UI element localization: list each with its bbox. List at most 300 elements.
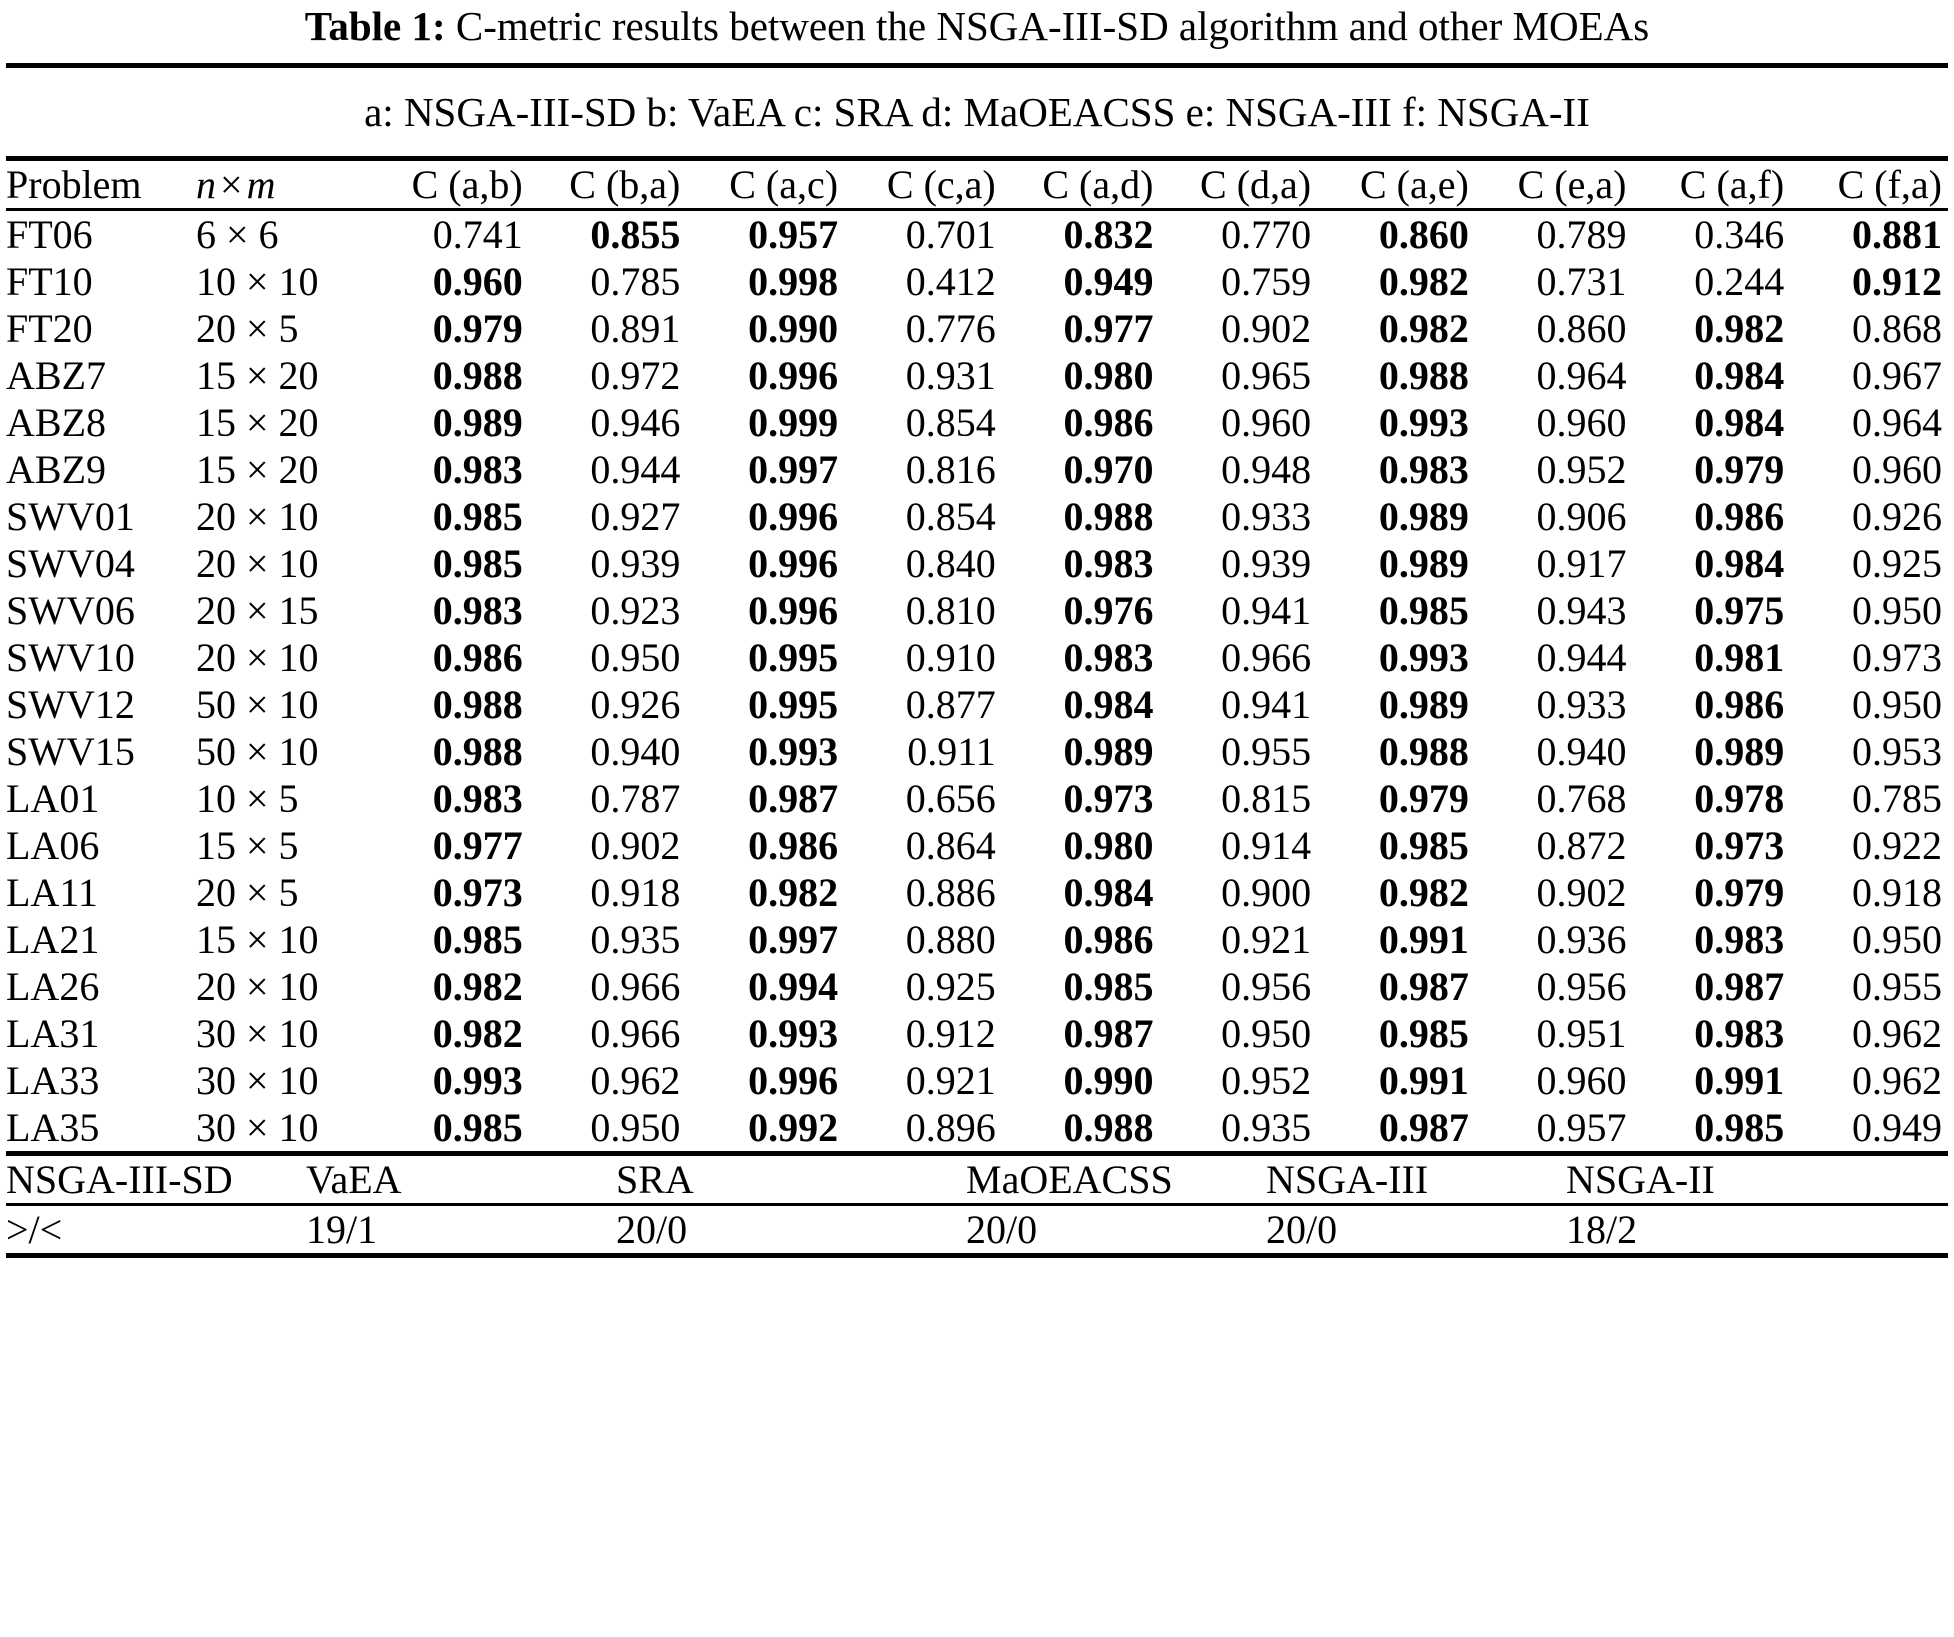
cell-metric-3: 0.880 xyxy=(905,917,996,962)
cell-problem: LA33 xyxy=(6,1058,100,1103)
cell-metric-2: 0.994 xyxy=(748,964,839,1009)
cell-metric-8: 0.978 xyxy=(1694,776,1785,821)
cell-metric-5: 0.921 xyxy=(1221,917,1312,962)
cell-metric-3: 0.776 xyxy=(905,306,996,351)
cell-metric-6: 0.983 xyxy=(1378,447,1469,492)
cell-metric-5: 0.939 xyxy=(1221,541,1312,586)
cell-metric-3: 0.931 xyxy=(905,353,996,398)
cell-metric-2: 0.993 xyxy=(748,1011,839,1056)
cell-metric-2: 0.982 xyxy=(748,870,839,915)
cell-size: 15 × 5 xyxy=(196,823,299,868)
cell-metric-6: 0.988 xyxy=(1378,729,1469,774)
caption-text: C-metric results between the NSGA-III-SD algorithm and other MOEAs xyxy=(455,3,1650,49)
cell-metric-8: 0.987 xyxy=(1694,964,1785,1009)
cell-metric-6: 0.979 xyxy=(1378,776,1469,821)
cell-metric-5: 0.948 xyxy=(1221,447,1312,492)
cell-metric-4: 0.987 xyxy=(1063,1011,1154,1056)
cell-metric-9: 0.953 xyxy=(1852,729,1942,774)
cell-metric-0: 0.983 xyxy=(432,776,523,821)
summary-algorithm-2: MaOEACSS xyxy=(966,1157,1173,1202)
header-metric-5: C (d,a) xyxy=(1200,162,1312,207)
cell-metric-1: 0.902 xyxy=(590,823,681,868)
cell-metric-5: 0.950 xyxy=(1221,1011,1312,1056)
cell-size: 15 × 20 xyxy=(196,353,319,398)
cell-problem: ABZ9 xyxy=(6,447,106,492)
cell-metric-5: 0.965 xyxy=(1221,353,1312,398)
cell-metric-1: 0.966 xyxy=(590,1011,681,1056)
cell-metric-5: 0.966 xyxy=(1221,635,1312,680)
cell-metric-3: 0.921 xyxy=(905,1058,996,1103)
cell-metric-7: 0.731 xyxy=(1536,259,1627,304)
cell-size: 20 × 5 xyxy=(196,870,299,915)
cell-metric-3: 0.854 xyxy=(905,400,996,445)
cell-metric-4: 0.984 xyxy=(1063,682,1154,727)
cell-metric-9: 0.922 xyxy=(1852,823,1942,868)
cell-problem: ABZ7 xyxy=(6,353,106,398)
cell-metric-2: 0.997 xyxy=(748,447,839,492)
column-header-row xyxy=(6,161,1948,208)
cell-metric-4: 0.977 xyxy=(1063,306,1154,351)
cell-metric-1: 0.927 xyxy=(590,494,681,539)
cell-metric-5: 0.914 xyxy=(1221,823,1312,868)
summary-ratio-0: 19/1 xyxy=(306,1207,378,1252)
cell-metric-8: 0.984 xyxy=(1694,541,1785,586)
cell-metric-8: 0.983 xyxy=(1694,917,1785,962)
cell-metric-1: 0.944 xyxy=(590,447,681,492)
cell-metric-6: 0.988 xyxy=(1378,353,1469,398)
cell-metric-1: 0.785 xyxy=(590,259,681,304)
cell-metric-0: 0.983 xyxy=(432,447,523,492)
cell-metric-5: 0.770 xyxy=(1221,212,1312,257)
cell-metric-6: 0.987 xyxy=(1378,1105,1469,1150)
cell-problem: FT10 xyxy=(6,259,93,304)
table-row xyxy=(6,916,1948,963)
cell-problem: LA21 xyxy=(6,917,100,962)
cell-metric-2: 0.996 xyxy=(748,541,839,586)
table-row xyxy=(6,869,1948,916)
summary-ratio-2: 20/0 xyxy=(966,1207,1038,1252)
cell-metric-7: 0.952 xyxy=(1536,447,1627,492)
cell-metric-9: 0.960 xyxy=(1852,447,1942,492)
table-row xyxy=(6,822,1948,869)
cell-metric-2: 0.997 xyxy=(748,917,839,962)
cell-metric-1: 0.962 xyxy=(590,1058,681,1103)
header-size xyxy=(196,161,371,208)
cell-size: 15 × 20 xyxy=(196,447,319,492)
table-row xyxy=(6,493,1948,540)
cell-metric-3: 0.912 xyxy=(905,1011,996,1056)
cell-size: 30 × 10 xyxy=(196,1058,319,1103)
summary-algorithms-table xyxy=(6,1156,1948,1203)
cell-size: 20 × 10 xyxy=(196,541,319,586)
cell-problem: FT20 xyxy=(6,306,93,351)
cell-metric-3: 0.864 xyxy=(905,823,996,868)
cell-metric-0: 0.988 xyxy=(432,353,523,398)
cell-metric-2: 0.987 xyxy=(748,776,839,821)
cell-metric-4: 0.989 xyxy=(1063,729,1154,774)
cell-metric-9: 0.973 xyxy=(1852,635,1942,680)
cell-metric-8: 0.975 xyxy=(1694,588,1785,633)
cell-metric-1: 0.946 xyxy=(590,400,681,445)
cell-metric-7: 0.860 xyxy=(1536,306,1627,351)
cell-metric-7: 0.872 xyxy=(1536,823,1627,868)
cell-metric-3: 0.877 xyxy=(905,682,996,727)
cell-metric-2: 0.995 xyxy=(748,635,839,680)
cell-metric-0: 0.741 xyxy=(432,212,523,257)
cell-metric-5: 0.941 xyxy=(1221,588,1312,633)
cell-metric-9: 0.950 xyxy=(1852,917,1942,962)
table-row xyxy=(6,540,1948,587)
cell-metric-5: 0.955 xyxy=(1221,729,1312,774)
summary-ratio-1: 20/0 xyxy=(616,1207,688,1252)
header-size-times: × xyxy=(220,162,243,207)
cell-size: 6 × 6 xyxy=(196,212,279,257)
cell-metric-4: 0.980 xyxy=(1063,823,1154,868)
cell-metric-3: 0.925 xyxy=(905,964,996,1009)
table-caption xyxy=(6,0,1948,63)
table-row xyxy=(6,587,1948,634)
cell-metric-6: 0.993 xyxy=(1378,400,1469,445)
cell-metric-4: 0.980 xyxy=(1063,353,1154,398)
cell-metric-9: 0.962 xyxy=(1852,1011,1942,1056)
cell-metric-3: 0.910 xyxy=(905,635,996,680)
table-row xyxy=(6,775,1948,822)
cell-metric-2: 0.993 xyxy=(748,729,839,774)
header-metric-3: C (c,a) xyxy=(886,162,996,207)
cell-metric-4: 0.986 xyxy=(1063,400,1154,445)
cell-metric-3: 0.656 xyxy=(905,776,996,821)
cell-problem: LA01 xyxy=(6,776,100,821)
table-row xyxy=(6,211,1948,258)
cell-metric-4: 0.988 xyxy=(1063,1105,1154,1150)
cell-metric-9: 0.949 xyxy=(1852,1105,1942,1150)
cell-metric-2: 0.996 xyxy=(748,1058,839,1103)
cell-metric-1: 0.939 xyxy=(590,541,681,586)
summary-ratio-label: >/< xyxy=(6,1207,63,1252)
cell-metric-7: 0.768 xyxy=(1536,776,1627,821)
cell-metric-2: 0.999 xyxy=(748,400,839,445)
cell-metric-0: 0.985 xyxy=(432,494,523,539)
cell-metric-5: 0.815 xyxy=(1221,776,1312,821)
cell-metric-3: 0.896 xyxy=(905,1105,996,1150)
cell-size: 10 × 5 xyxy=(196,776,299,821)
cell-metric-3: 0.810 xyxy=(905,588,996,633)
cell-metric-3: 0.412 xyxy=(905,259,996,304)
table-header-block xyxy=(6,161,1948,208)
cell-metric-1: 0.940 xyxy=(590,729,681,774)
cell-metric-6: 0.982 xyxy=(1378,870,1469,915)
header-metric-7: C (e,a) xyxy=(1517,162,1627,207)
cell-metric-4: 0.973 xyxy=(1063,776,1154,821)
cell-metric-3: 0.701 xyxy=(905,212,996,257)
cell-metric-8: 0.244 xyxy=(1694,259,1785,304)
cell-metric-7: 0.960 xyxy=(1536,1058,1627,1103)
header-metric-0: C (a,b) xyxy=(411,162,523,207)
cell-metric-7: 0.933 xyxy=(1536,682,1627,727)
cell-metric-1: 0.950 xyxy=(590,635,681,680)
cell-metric-9: 0.950 xyxy=(1852,588,1942,633)
cell-metric-9: 0.967 xyxy=(1852,353,1942,398)
cell-problem: SWV15 xyxy=(6,729,135,774)
cell-metric-0: 0.986 xyxy=(432,635,523,680)
cell-size: 30 × 10 xyxy=(196,1011,319,1056)
cell-metric-6: 0.989 xyxy=(1378,682,1469,727)
cell-metric-7: 0.960 xyxy=(1536,400,1627,445)
cell-metric-6: 0.989 xyxy=(1378,541,1469,586)
cell-metric-5: 0.952 xyxy=(1221,1058,1312,1103)
cell-metric-7: 0.943 xyxy=(1536,588,1627,633)
cell-metric-9: 0.868 xyxy=(1852,306,1942,351)
cell-metric-4: 0.949 xyxy=(1063,259,1154,304)
cell-metric-2: 0.986 xyxy=(748,823,839,868)
cell-size: 20 × 15 xyxy=(196,588,319,633)
cell-metric-0: 0.960 xyxy=(432,259,523,304)
summary-algorithm-3: NSGA-III xyxy=(1266,1157,1429,1202)
cell-metric-4: 0.984 xyxy=(1063,870,1154,915)
cell-metric-7: 0.940 xyxy=(1536,729,1627,774)
cell-metric-3: 0.854 xyxy=(905,494,996,539)
cell-metric-2: 0.996 xyxy=(748,353,839,398)
table-row xyxy=(6,258,1948,305)
table-row xyxy=(6,681,1948,728)
cell-metric-0: 0.982 xyxy=(432,964,523,1009)
cell-metric-8: 0.979 xyxy=(1694,870,1785,915)
cell-metric-5: 0.960 xyxy=(1221,400,1312,445)
table-row xyxy=(6,446,1948,493)
cell-metric-5: 0.900 xyxy=(1221,870,1312,915)
cell-metric-4: 0.990 xyxy=(1063,1058,1154,1103)
cell-metric-7: 0.957 xyxy=(1536,1105,1627,1150)
cell-metric-0: 0.985 xyxy=(432,917,523,962)
cell-metric-0: 0.989 xyxy=(432,400,523,445)
cell-problem: SWV10 xyxy=(6,635,135,680)
cell-metric-2: 0.990 xyxy=(748,306,839,351)
cell-metric-7: 0.902 xyxy=(1536,870,1627,915)
cell-metric-4: 0.832 xyxy=(1063,212,1154,257)
cell-metric-6: 0.991 xyxy=(1378,1058,1469,1103)
cell-metric-6: 0.987 xyxy=(1378,964,1469,1009)
cell-metric-8: 0.981 xyxy=(1694,635,1785,680)
cell-metric-0: 0.977 xyxy=(432,823,523,868)
cell-size: 20 × 5 xyxy=(196,306,299,351)
cell-metric-1: 0.923 xyxy=(590,588,681,633)
header-problem: Problem xyxy=(6,162,142,207)
cell-metric-5: 0.935 xyxy=(1221,1105,1312,1150)
cell-metric-8: 0.985 xyxy=(1694,1105,1785,1150)
cell-problem: ABZ8 xyxy=(6,400,106,445)
header-metric-6: C (a,e) xyxy=(1359,162,1469,207)
cell-metric-6: 0.989 xyxy=(1378,494,1469,539)
cell-metric-4: 0.976 xyxy=(1063,588,1154,633)
cell-metric-6: 0.985 xyxy=(1378,1011,1469,1056)
cell-metric-9: 0.912 xyxy=(1852,259,1942,304)
cell-metric-1: 0.891 xyxy=(590,306,681,351)
algorithm-legend: a: NSGA-III-SD b: VaEA c: SRA d: MaOEACSS e: NSGA-III f: NSGA-II xyxy=(364,89,1590,135)
cell-metric-8: 0.979 xyxy=(1694,447,1785,492)
cell-problem: SWV01 xyxy=(6,494,135,539)
cell-metric-7: 0.917 xyxy=(1536,541,1627,586)
cell-metric-8: 0.983 xyxy=(1694,1011,1785,1056)
summary-algorithm-row xyxy=(6,1156,1948,1203)
cell-metric-6: 0.993 xyxy=(1378,635,1469,680)
header-metric-9: C (f,a) xyxy=(1837,162,1942,207)
cell-metric-1: 0.935 xyxy=(590,917,681,962)
cell-metric-8: 0.973 xyxy=(1694,823,1785,868)
cell-metric-0: 0.982 xyxy=(432,1011,523,1056)
cell-metric-9: 0.926 xyxy=(1852,494,1942,539)
header-metric-2: C (a,c) xyxy=(729,162,839,207)
cell-metric-9: 0.955 xyxy=(1852,964,1942,1009)
header-size-m: m xyxy=(246,162,276,207)
cell-metric-2: 0.995 xyxy=(748,682,839,727)
cell-metric-9: 0.962 xyxy=(1852,1058,1942,1103)
cell-metric-9: 0.964 xyxy=(1852,400,1942,445)
cell-metric-2: 0.996 xyxy=(748,494,839,539)
cell-metric-1: 0.972 xyxy=(590,353,681,398)
cell-metric-7: 0.906 xyxy=(1536,494,1627,539)
table-row xyxy=(6,399,1948,446)
summary-algorithm-1: SRA xyxy=(616,1157,694,1202)
cell-problem: LA11 xyxy=(6,870,98,915)
cell-metric-5: 0.956 xyxy=(1221,964,1312,1009)
header-metric-4: C (a,d) xyxy=(1042,162,1154,207)
cell-metric-0: 0.988 xyxy=(432,682,523,727)
cell-metric-9: 0.881 xyxy=(1852,212,1942,257)
cell-problem: LA26 xyxy=(6,964,100,1009)
cell-metric-0: 0.988 xyxy=(432,729,523,774)
table-row xyxy=(6,1010,1948,1057)
cell-size: 20 × 10 xyxy=(196,964,319,1009)
cell-metric-6: 0.982 xyxy=(1378,306,1469,351)
table-row xyxy=(6,305,1948,352)
cell-metric-0: 0.983 xyxy=(432,588,523,633)
cell-metric-5: 0.933 xyxy=(1221,494,1312,539)
cell-size: 50 × 10 xyxy=(196,729,319,774)
cell-metric-8: 0.984 xyxy=(1694,400,1785,445)
cell-metric-7: 0.951 xyxy=(1536,1011,1627,1056)
summary-ratio-row xyxy=(6,1206,1948,1253)
cell-metric-4: 0.970 xyxy=(1063,447,1154,492)
cell-metric-1: 0.926 xyxy=(590,682,681,727)
header-metric-8: C (a,f) xyxy=(1679,162,1785,207)
cell-metric-2: 0.996 xyxy=(748,588,839,633)
cell-metric-6: 0.985 xyxy=(1378,588,1469,633)
cell-problem: FT06 xyxy=(6,212,93,257)
summary-algorithm-4: NSGA-II xyxy=(1566,1157,1715,1202)
summary-base-algorithm: NSGA-III-SD xyxy=(6,1157,233,1202)
cell-metric-1: 0.950 xyxy=(590,1105,681,1150)
cell-metric-6: 0.985 xyxy=(1378,823,1469,868)
caption-label: Table 1: xyxy=(304,3,446,49)
table-row xyxy=(6,352,1948,399)
table-row xyxy=(6,1057,1948,1104)
cell-metric-3: 0.911 xyxy=(907,729,996,774)
cell-problem: SWV12 xyxy=(6,682,135,727)
cell-metric-5: 0.759 xyxy=(1221,259,1312,304)
cell-metric-4: 0.986 xyxy=(1063,917,1154,962)
cell-metric-8: 0.984 xyxy=(1694,353,1785,398)
cell-metric-0: 0.993 xyxy=(432,1058,523,1103)
cell-metric-9: 0.918 xyxy=(1852,870,1942,915)
cell-problem: LA31 xyxy=(6,1011,100,1056)
cell-metric-5: 0.941 xyxy=(1221,682,1312,727)
cell-metric-3: 0.840 xyxy=(905,541,996,586)
cell-metric-6: 0.860 xyxy=(1378,212,1469,257)
cell-metric-1: 0.966 xyxy=(590,964,681,1009)
table-row xyxy=(6,963,1948,1010)
cell-metric-0: 0.973 xyxy=(432,870,523,915)
cell-metric-9: 0.950 xyxy=(1852,682,1942,727)
cell-metric-8: 0.991 xyxy=(1694,1058,1785,1103)
cell-metric-1: 0.787 xyxy=(590,776,681,821)
results-body xyxy=(6,211,1948,1151)
cell-size: 30 × 10 xyxy=(196,1105,319,1150)
cell-size: 10 × 10 xyxy=(196,259,319,304)
cell-metric-2: 0.998 xyxy=(748,259,839,304)
cell-metric-8: 0.986 xyxy=(1694,682,1785,727)
cell-size: 15 × 10 xyxy=(196,917,319,962)
header-metric-1: C (b,a) xyxy=(569,162,681,207)
cell-metric-6: 0.991 xyxy=(1378,917,1469,962)
cell-size: 20 × 10 xyxy=(196,635,319,680)
cell-metric-4: 0.985 xyxy=(1063,964,1154,1009)
cell-metric-0: 0.985 xyxy=(432,1105,523,1150)
cell-metric-6: 0.982 xyxy=(1378,259,1469,304)
results-table xyxy=(6,211,1948,1151)
table-row xyxy=(6,634,1948,681)
summary-algorithm-0: VaEA xyxy=(306,1157,402,1202)
cell-metric-7: 0.789 xyxy=(1536,212,1627,257)
cell-problem: LA06 xyxy=(6,823,100,868)
cell-metric-7: 0.944 xyxy=(1536,635,1627,680)
summary-ratio-3: 20/0 xyxy=(1266,1207,1338,1252)
cell-metric-2: 0.992 xyxy=(748,1105,839,1150)
cell-metric-9: 0.925 xyxy=(1852,541,1942,586)
cell-metric-3: 0.886 xyxy=(905,870,996,915)
bottom-rule xyxy=(6,1253,1948,1258)
cell-metric-4: 0.983 xyxy=(1063,541,1154,586)
cell-problem: LA35 xyxy=(6,1105,100,1150)
summary-ratio-4: 18/2 xyxy=(1566,1207,1638,1252)
cell-size: 20 × 10 xyxy=(196,494,319,539)
cell-metric-8: 0.346 xyxy=(1694,212,1785,257)
cell-problem: SWV06 xyxy=(6,588,135,633)
cell-metric-1: 0.918 xyxy=(590,870,681,915)
summary-ratios-table xyxy=(6,1206,1948,1253)
cell-problem: SWV04 xyxy=(6,541,135,586)
cell-metric-8: 0.989 xyxy=(1694,729,1785,774)
cell-metric-7: 0.936 xyxy=(1536,917,1627,962)
cell-metric-8: 0.986 xyxy=(1694,494,1785,539)
cell-metric-1: 0.855 xyxy=(590,212,681,257)
cell-size: 15 × 20 xyxy=(196,400,319,445)
cell-metric-9: 0.785 xyxy=(1852,776,1942,821)
cell-metric-8: 0.982 xyxy=(1694,306,1785,351)
cell-metric-3: 0.816 xyxy=(905,447,996,492)
cell-metric-0: 0.979 xyxy=(432,306,523,351)
cell-metric-0: 0.985 xyxy=(432,541,523,586)
cell-metric-5: 0.902 xyxy=(1221,306,1312,351)
cell-metric-7: 0.964 xyxy=(1536,353,1627,398)
table-row xyxy=(6,1104,1948,1151)
header-size-n: n xyxy=(196,162,216,207)
cell-metric-2: 0.957 xyxy=(748,212,839,257)
cell-metric-4: 0.988 xyxy=(1063,494,1154,539)
cell-metric-7: 0.956 xyxy=(1536,964,1627,1009)
cell-metric-4: 0.983 xyxy=(1063,635,1154,680)
cell-size: 50 × 10 xyxy=(196,682,319,727)
table-row xyxy=(6,728,1948,775)
